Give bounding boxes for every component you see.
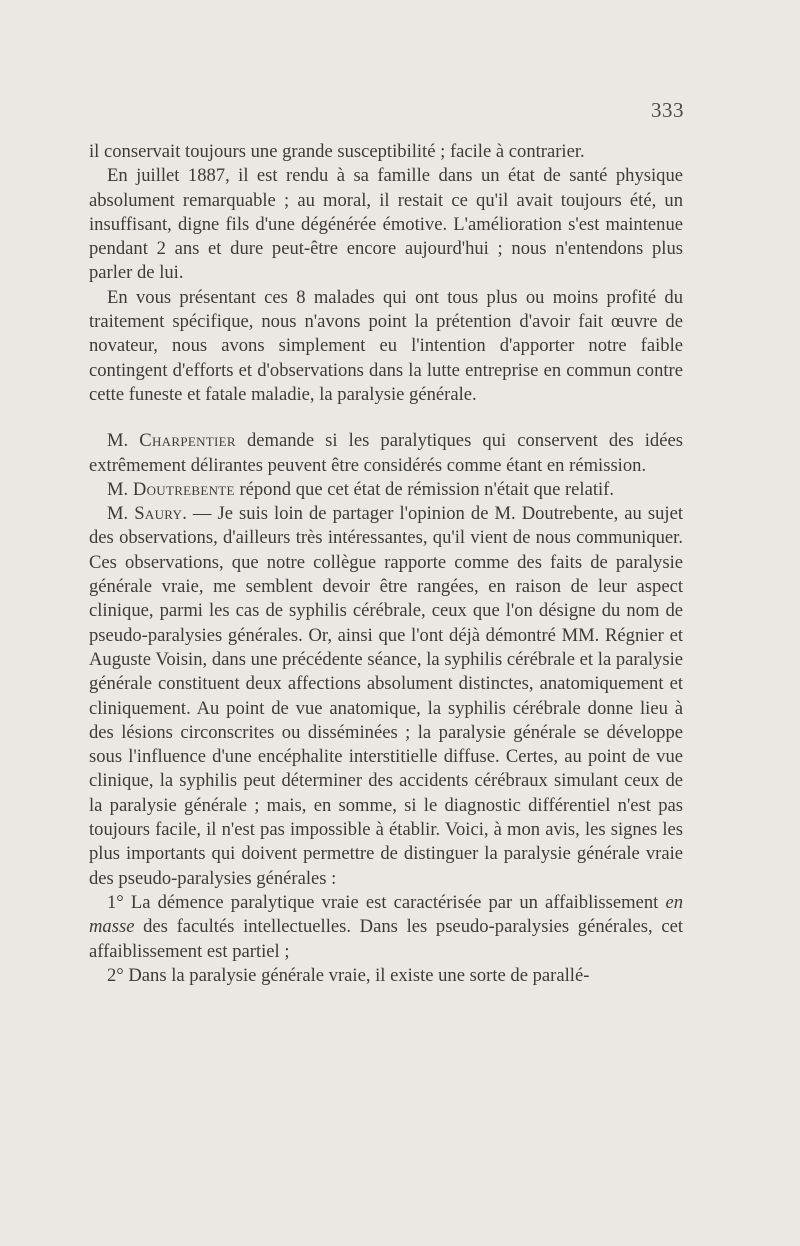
text-run: M.	[107, 478, 133, 500]
text-run: demande si les paralytiques qui conservent des idées extrêmement délirantes peuvent être considérés comme étant en rémission.	[89, 430, 683, 476]
paragraph-continuation	[89, 140, 683, 164]
text-run: il conservait toujours une grande susceptibilité ; facile à contrarier.	[89, 141, 585, 162]
text-run: M.	[107, 430, 140, 452]
text-run: En juillet 1887, il est rendu à sa famille dans un état de santé physique absolument remarquable ; au moral, il restait ce qu'il avait toujours été, un insuffisant, digne fils d'une dégénérée émotive. L'amélioration s'est maintenue pendant 2 ans et dure peut-être encore aujourd'hui ; nous n'entendons plus parler de lui.	[89, 165, 683, 284]
paragraph-patient-outcome	[89, 164, 683, 285]
body-text	[89, 140, 683, 988]
speaker-name: Saury	[134, 503, 183, 525]
text-run: répond que cet état de rémission n'était que relatif.	[234, 478, 615, 500]
paragraph-conclusion	[89, 286, 683, 407]
text-run: . — Je suis loin de partager l'opinion de M. Doutrebente, au sujet des observations, d'ailleurs très intéressantes, qu'il vient de nous communiquer. Ces observations, que notre collègue rapporte comme des faits de paralysie générale vraie, me semblent devoir être rangées, en raison de leur aspect clinique, parmi les cas de syphilis cérébrale, ceux que l'on désigne du nom de pseudo-paralysies générales. Or, ainsi que l'ont déjà démontré MM. Régnier et Auguste Voisin, dans une précédente séance, la syphilis cérébrale et la paralysie générale constituent deux affections absolument distinctes, anatomiquement et cliniquement. Au point de vue anatomique, la syphilis cérébrale donne lieu à des lésions circonscrites ou disséminées ; la paralysie générale se développe sous l'influence d'une encéphalite interstitielle diffuse. Certes, au point de vue clinique, la syphilis peut déterminer des accidents cérébraux simulant ceux de la paralysie générale ; mais, en somme, si le diagnostic différentiel n'est pas toujours facile, il n'est pas impossible à établir. Voici, à mon avis, les signes les plus importants qui doivent permettre de distinguer la paralysie générale vraie des pseudo-paralysies générales :	[89, 503, 683, 889]
text-run: des facultés intellectuelles. Dans les pseudo-paralysies générales, cet affaiblissement est partiel ;	[89, 916, 683, 962]
paragraph-charpentier	[89, 429, 683, 478]
paragraph-point-1	[89, 891, 683, 964]
text-run: 1° La démence paralytique vraie est caractérisée par un affaiblissement	[107, 891, 666, 913]
speaker-name: Charpentier	[139, 430, 236, 452]
emphasis: en masse	[89, 891, 683, 938]
text-run: 2° Dans la paralysie générale vraie, il existe une sorte de parallé-	[107, 964, 590, 986]
paragraph-point-2	[89, 964, 683, 988]
text-run: M.	[107, 503, 135, 525]
page-number: 333	[651, 98, 684, 122]
paragraph-saury	[89, 502, 683, 891]
text-run: En vous présentant ces 8 malades qui ont tous plus ou moins profité du traitement spécifique, nous n'avons point la prétention d'avoir fait œuvre de novateur, nous avons simplement eu l'intention d'apporter notre faible contingent d'efforts et d'observations dans la lutte entreprise en commun contre cette funeste et fatale maladie, la paralysie générale.	[89, 286, 683, 405]
speaker-name: Doutrebente	[132, 478, 235, 500]
paragraph-doutrebente	[89, 478, 683, 502]
